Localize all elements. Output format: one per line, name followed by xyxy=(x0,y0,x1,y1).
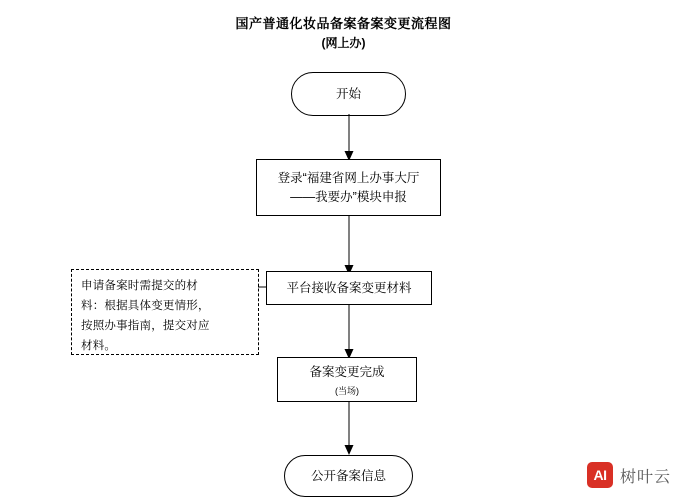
connector-note-to-receive xyxy=(258,285,268,289)
node-change-complete[interactable] xyxy=(277,357,417,402)
node-login-line1: 登录“福建省网上办事大厅 xyxy=(277,170,420,185)
node-publish-info[interactable] xyxy=(284,455,413,497)
note-line-4: 材料。 xyxy=(81,340,117,352)
note-required-materials xyxy=(71,269,259,355)
page-subtitle: (网上办) xyxy=(321,36,366,50)
node-complete-label: 备案变更完成 xyxy=(309,364,385,379)
watermark xyxy=(587,462,671,488)
connector-login-to-receive xyxy=(340,215,358,276)
watermark-text: 树叶云 xyxy=(619,468,671,486)
note-line-2: 料：根据具体变更情形， xyxy=(81,300,210,312)
node-login-portal[interactable] xyxy=(256,159,441,216)
node-complete-sublabel: (当场) xyxy=(335,385,359,396)
node-receive-materials[interactable] xyxy=(266,271,432,305)
note-line-3: 按照办事指南，提交对应 xyxy=(81,320,210,332)
watermark-badge-icon: AI xyxy=(587,462,613,488)
node-start-label: 开始 xyxy=(335,86,361,101)
node-publish-label: 公开备案信息 xyxy=(310,468,386,483)
node-receive-label: 平台接收备案变更材料 xyxy=(286,280,412,295)
connector-receive-to-complete xyxy=(340,304,358,360)
node-login-line2: ——我要办”模块申报 xyxy=(290,189,407,204)
connector-start-to-login xyxy=(340,114,358,162)
connector-complete-to-publish xyxy=(340,401,358,456)
page-title: 国产普通化妆品备案备案变更流程图 xyxy=(235,16,452,31)
node-start[interactable] xyxy=(291,72,406,116)
note-line-1: 申请备案时需提交的材 xyxy=(81,280,198,292)
